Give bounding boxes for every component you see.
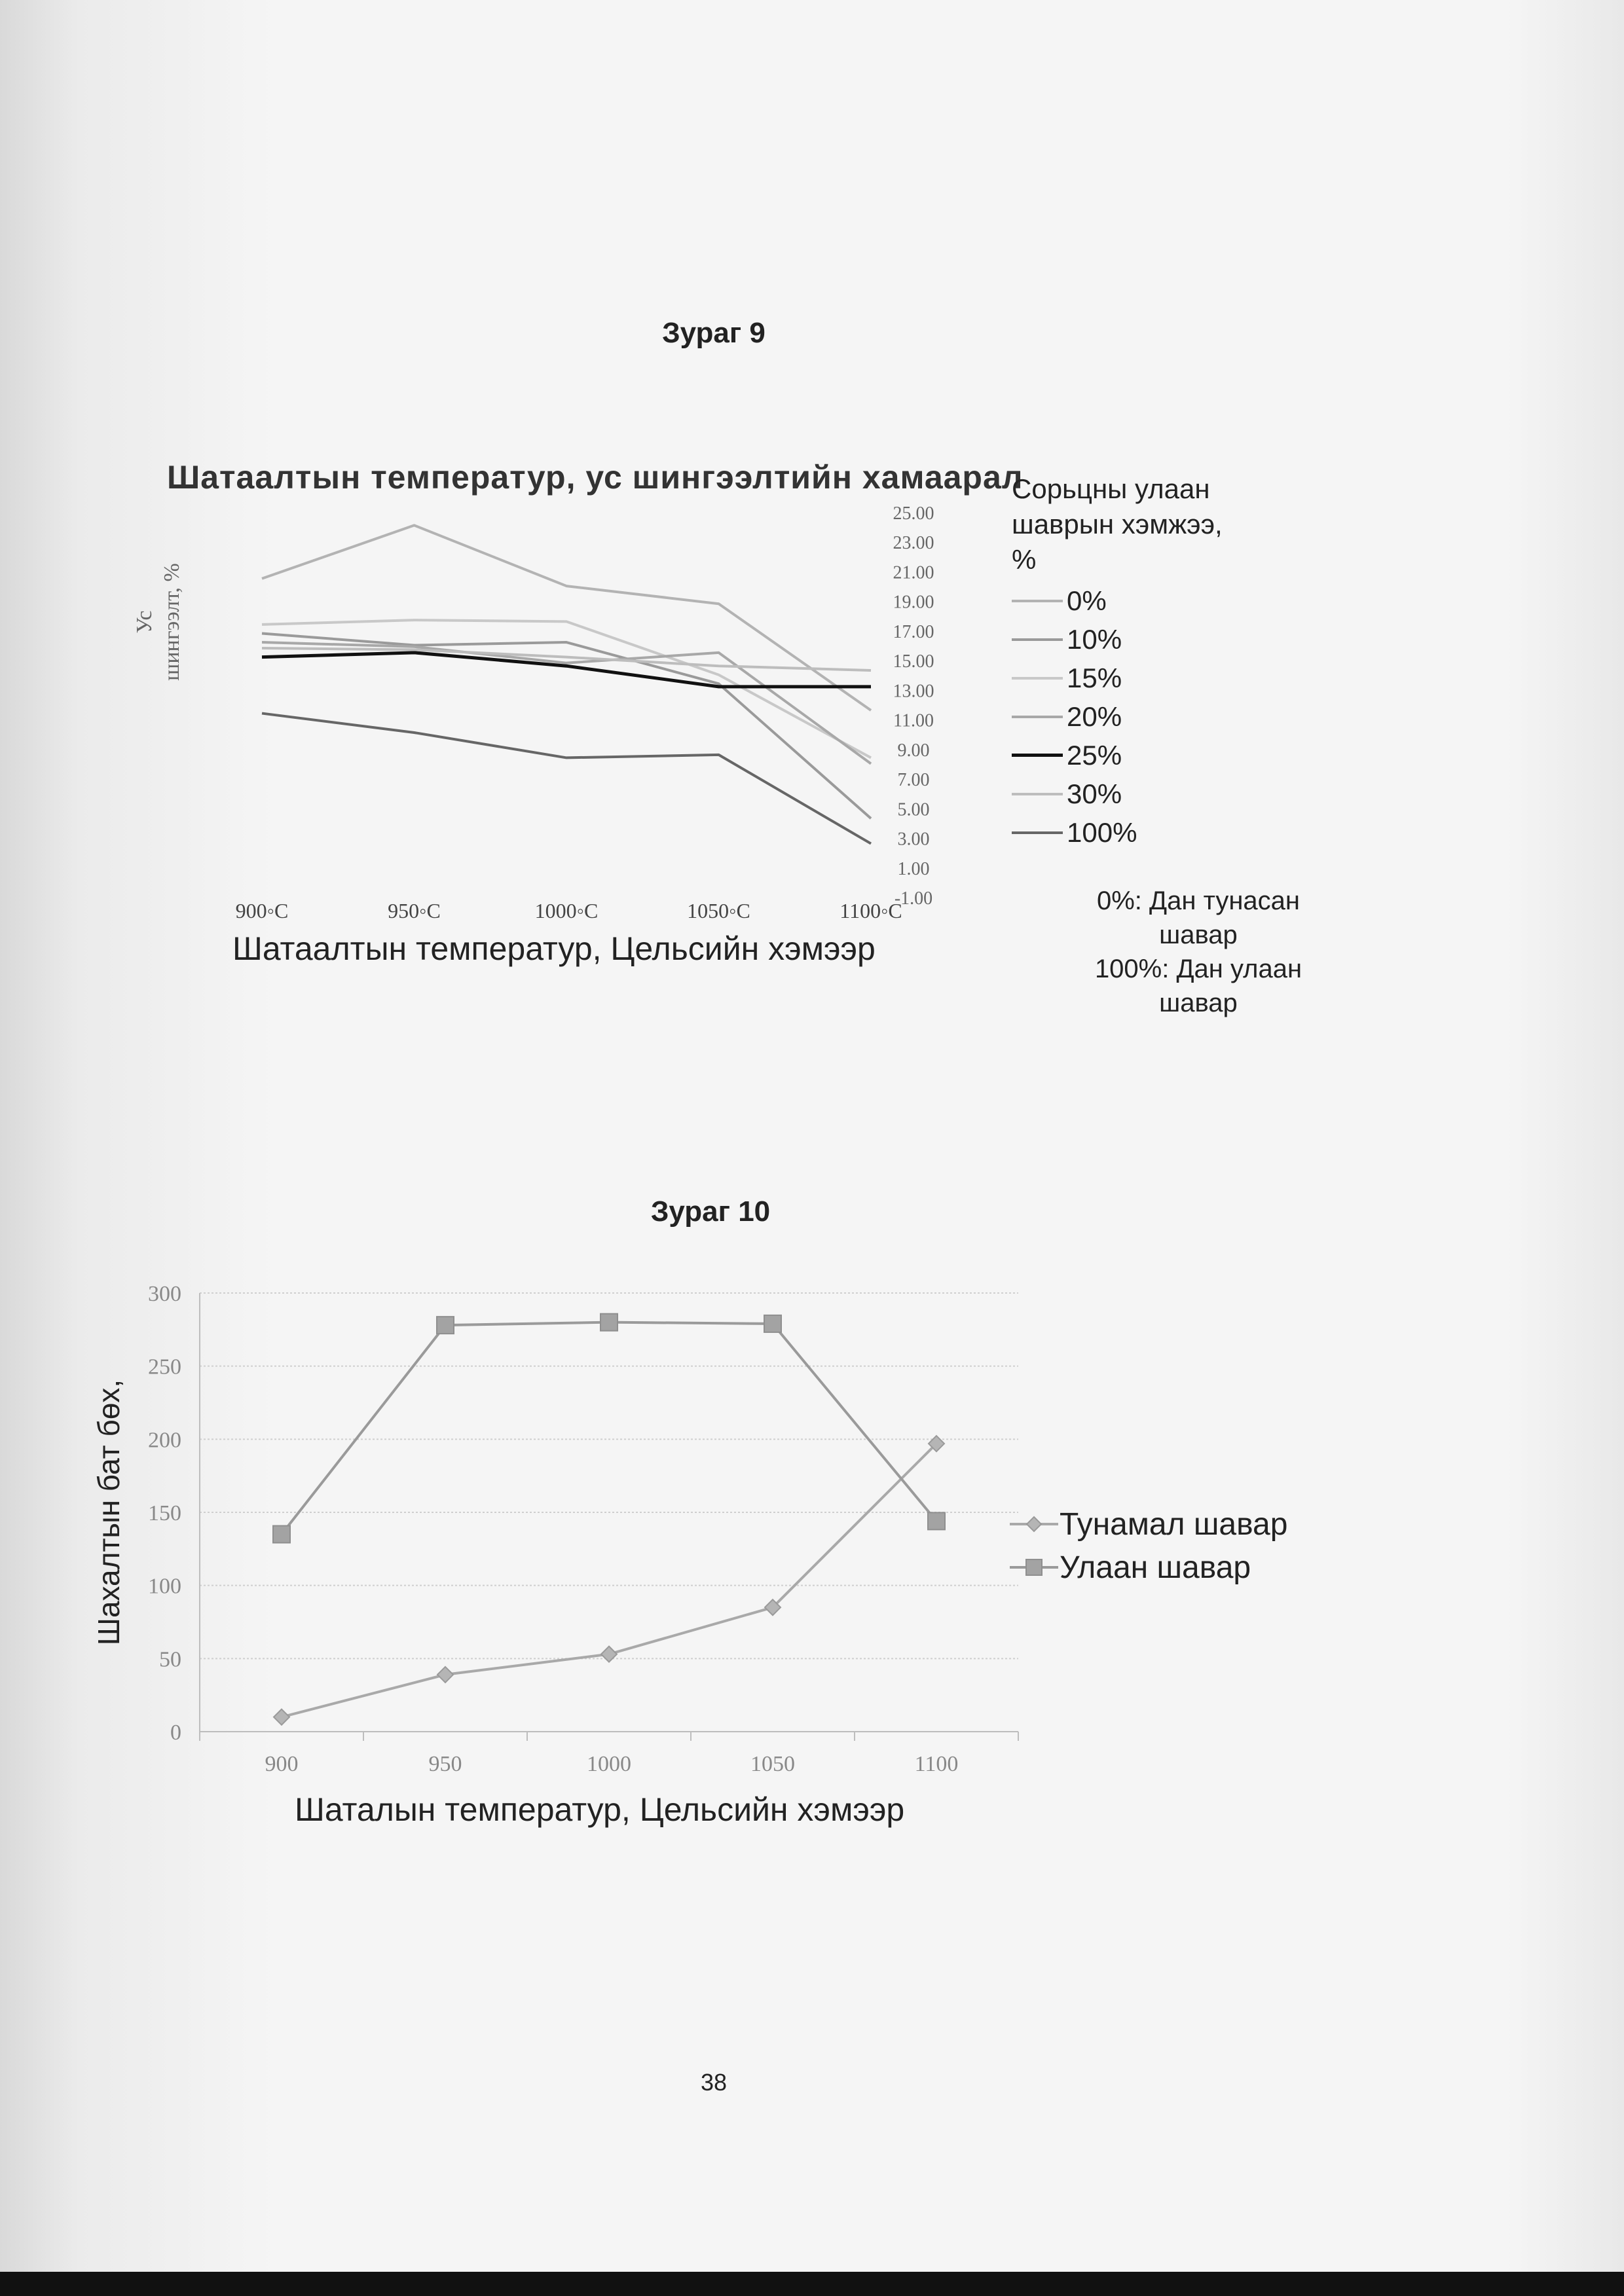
chart-9-legend-label: 100% — [1067, 816, 1137, 848]
chart-9-legend-label: 0% — [1067, 585, 1107, 616]
chart-10-x-tick-label: 950 — [428, 1752, 462, 1776]
chart-9-legend-label: 20% — [1067, 701, 1122, 732]
chart-10-legend-label: Улаан шавар — [1060, 1550, 1251, 1585]
chart-9-y-tick-label: 9.00 — [897, 740, 930, 761]
chart-10-point-diamond — [437, 1667, 453, 1683]
chart-9-y-tick-label: 19.00 — [893, 592, 934, 613]
chart-10-point-square — [600, 1314, 618, 1331]
chart-10-series-line — [282, 1322, 936, 1535]
chart-9-y-tick-label: 3.00 — [897, 829, 930, 850]
chart-10-y-tick-label: 250 — [148, 1355, 181, 1379]
chart-9-x-tick-label: 900◦C — [235, 899, 289, 922]
chart-9-legend-title: Сорьцны улаан шаврын хэмжээ, % — [1012, 473, 1223, 575]
chart-9-y-tick-label: 17.00 — [893, 621, 934, 642]
chart-10-legend-item — [1008, 1546, 1287, 1589]
chart-10-y-tick-label: 300 — [148, 1282, 181, 1306]
chart-10-point-square — [764, 1315, 781, 1332]
chart-9-y-tick-label: 7.00 — [897, 770, 930, 791]
chart-10-legend — [1008, 1503, 1287, 1589]
chart-10-point-diamond — [601, 1647, 617, 1662]
note-line: 100%: Дан улаан — [1094, 955, 1302, 983]
chart-9-x-axis-label: Шатаалтын температур, Цельсийн хэмээр — [232, 930, 876, 967]
chart-9-x-tick-label: 1100◦C — [840, 899, 902, 922]
chart-10-y-tick-label: 150 — [148, 1501, 181, 1525]
chart-10-x-axis-label: Шаталын температур, Цельсийн хэмээр — [295, 1791, 905, 1828]
chart-9-y-tick-label: 25.00 — [893, 503, 934, 524]
chart-10-point-square — [437, 1317, 454, 1334]
page-number: 38 — [700, 2069, 728, 2096]
note-line: шавар — [1159, 989, 1238, 1017]
chart-9-y-tick-label: -1.00 — [894, 888, 933, 909]
note-line: 0%: Дан тунасан — [1096, 886, 1301, 915]
chart-10-x-tick-label: 1000 — [587, 1752, 631, 1776]
chart-10-x-tick-label: 900 — [265, 1752, 299, 1776]
chart-9-x-tick-label: 1050◦C — [687, 899, 750, 922]
chart-9-y-axis-label-line1: Ус — [132, 610, 157, 634]
chart-9-y-tick-label: 23.00 — [893, 533, 934, 554]
chart-9-y-tick-label: 13.00 — [893, 681, 934, 702]
chart-9-y-tick-label: 15.00 — [893, 651, 934, 672]
chart-9-x-tick-label: 1000◦C — [534, 899, 599, 922]
chart-10-point-square — [928, 1512, 945, 1529]
chart-10-y-tick-label: 200 — [148, 1428, 181, 1453]
chart-10-legend-item — [1008, 1503, 1287, 1546]
chart-9-legend-label: 15% — [1067, 662, 1122, 693]
chart-9-title: Шатаалтын температур, ус шингээлтийн хамаарал — [167, 459, 1024, 496]
chart-10-x-tick-label: 1050 — [750, 1752, 795, 1776]
chart-9-legend-label: 10% — [1067, 623, 1122, 655]
chart-10-y-tick-label: 0 — [170, 1721, 181, 1745]
chart-10-series-line — [282, 1444, 936, 1717]
chart-9-y-tick-label: 11.00 — [893, 710, 934, 731]
chart-9-y-tick-label: 1.00 — [897, 858, 930, 879]
chart-10-y-axis-label: Шахалтын бат бөх, — [92, 1379, 126, 1646]
chart-9-y-tick-label: 5.00 — [897, 799, 930, 820]
bottom-bar — [0, 2272, 1624, 2296]
chart-9-legend-label: 25% — [1067, 739, 1122, 771]
chart-10-legend-swatch — [1008, 1511, 1060, 1537]
chart-9-x-tick-label: 950◦C — [388, 899, 441, 922]
chart-10-legend-swatch — [1008, 1554, 1060, 1580]
chart-10-legend-label: Тунамал шавар — [1060, 1506, 1288, 1542]
figure-10-label: Зураг 10 — [650, 1195, 771, 1228]
note-line: шавар — [1159, 920, 1238, 949]
figure-9-label: Зураг 9 — [662, 317, 766, 349]
chart-9-y-axis-label-line2: шингээлт, % — [160, 563, 184, 681]
chart-10-x-tick-label: 1100 — [914, 1752, 959, 1776]
chart-9-legend-label: 30% — [1067, 778, 1122, 809]
chart-10-point-diamond — [274, 1709, 289, 1725]
chart-10-y-tick-label: 100 — [148, 1574, 181, 1599]
chart-10-point-square — [273, 1526, 290, 1543]
chart-10-y-tick-label: 50 — [159, 1647, 181, 1672]
chart-9-y-tick-label: 21.00 — [893, 562, 934, 583]
